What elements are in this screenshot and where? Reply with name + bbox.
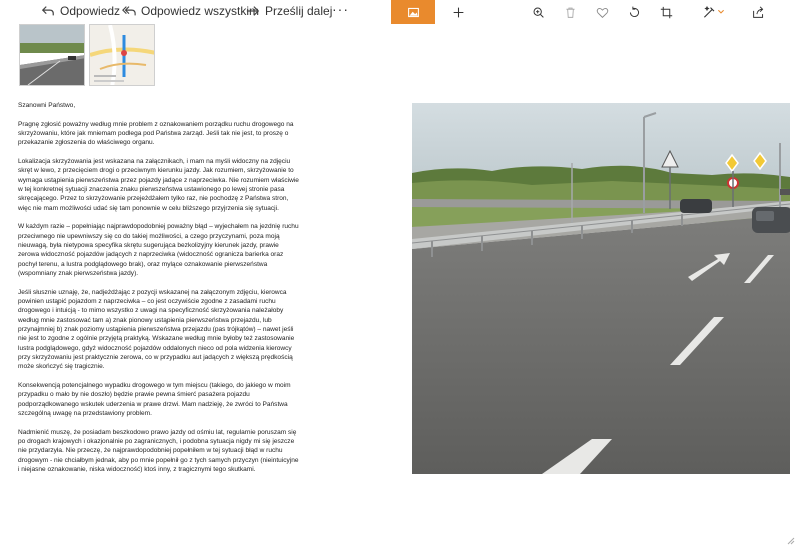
delete-icon — [564, 6, 577, 19]
street-view-photo — [412, 103, 790, 474]
rotate-icon — [628, 6, 641, 19]
share-button[interactable] — [749, 3, 767, 21]
edit-enhance-icon — [702, 5, 726, 19]
add-icon — [452, 6, 465, 19]
reply-icon — [41, 4, 55, 18]
email-paragraph: Nadmienić muszę, że posiadam beszkodowo prawo jazdy od ośmiu lat, regularnie poruszam się po drogach krajowych i okazjonalnie po zagranicznych, i podobna sytuacja nigdy mi się jeszcze nie przydarzyła. Nie przeczę, że najprawdopodobniej popełniłem w tej sytuacji błąd w ruchu drogowym - nie chciałbym jednak, aby po mnie popełnił go z tych samych przyczyn (nieintuicyjne i niejasne oznakowanie, niska widoczność) ktoś inny, z tragicznymi tego skutkami. — [18, 428, 299, 474]
zoom-icon — [532, 6, 545, 19]
reply-all-label: Odpowiedz wszystkim — [141, 4, 260, 18]
delete-button[interactable] — [561, 3, 579, 21]
mail-reading-pane — [0, 0, 391, 549]
photos-app-icon — [407, 6, 420, 19]
add-button[interactable] — [449, 3, 467, 21]
heart-icon — [596, 6, 609, 19]
more-actions-button[interactable]: ··· — [332, 1, 349, 17]
crop-button[interactable] — [657, 3, 675, 21]
email-paragraph: Jeśli słusznie uznaję, że, nadjeżdżając z pozycji wskazanej na załączonym zdjęciu, kierowca powinien ustąpić pojazdom z naprzeciwka – co jest oczywiście zgodne z zasadami ruchu drogowego i intuicją - to mimo wszystko z uwagi na specyficzność skrzyżowania należałoby według mnie zastosować tam a) znak pionowy ustąpienia pierwszeństwa przejazdu, lub przynajmniej b) znak poziomy ustąpienia pierwszeństwa przejazdu (pas trójkątów) – nawet jeśli nie jest to zgodne z ogólnie przyjętą praktyką. Wskazane według mnie byłoby też zastosowanie lustra podglądowego, gdyż widoczność pojazdów oddalonych nieco od pola widzenia kierowcy przy skrzyżowaniu jest praktycznie zerowa, co w przypadku aut jadących z większą prędkością może skończyć się tragicznie. — [18, 288, 295, 371]
road-junction-photo-image — [412, 103, 790, 474]
map-thumbnail-image — [90, 25, 155, 86]
reply-all-button[interactable] — [122, 2, 259, 20]
share-icon — [752, 6, 765, 19]
photo-viewer — [391, 0, 799, 549]
zoom-button[interactable] — [529, 3, 547, 21]
forward-arrow-icon — [246, 4, 260, 18]
email-paragraph: Konsekwencją potencjalnego wypadku drogowego w tym miejscu (takiego, do jakiego w moim przypadku o mało by nie doszło) będzie prawie pewna śmierć pasażera pojazdu podporządkowanego wskutek uderzenia w prawe drzwi. Mam nadzieję, że zwróci to Państwa szczególną uwagę na przedstawiony problem. — [18, 382, 291, 418]
mail-toolbar — [0, 0, 391, 24]
crop-icon — [660, 6, 673, 19]
photos-app-button[interactable] — [391, 0, 435, 24]
viewer-toolbar — [391, 0, 799, 24]
email-greeting: Szanowni Państwo, — [18, 102, 76, 109]
reply-all-icon — [122, 4, 136, 18]
forward-button[interactable] — [246, 2, 332, 20]
reply-label: Odpowiedz — [60, 4, 121, 18]
favorite-button[interactable] — [593, 3, 611, 21]
map-screenshot-thumbnail[interactable] — [89, 24, 155, 86]
email-paragraph: Lokalizacja skrzyżowania jest wskazana na załącznikach, i mam na myśli widoczny na zdjęciu skręt w lewo, z przecięciem drogi o przeciwnym kierunku jazdy. Jak rozumiem, skrzyżowanie to wymaga ustąpienia pierwszeństwa przez pojazdy jadące z naprzeciwka. Nie rozumiem właściwie w tej konkretnej sytuacji znaczenia znaku pierwszeństwa ustawionego po lewej stronie pasa skręcającego. Przez to skrzyżowanie przejeżdżałem tylko raz, nie pochodzę z Państwa stron, więc nie mam możliwości udać się tam ponownie w celu bliższego przyjrzenia się sytuacji. — [18, 157, 299, 212]
reply-button[interactable] — [41, 2, 120, 20]
resize-grip-icon[interactable] — [785, 535, 795, 545]
email-paragraph: Pragnę zgłosić poważny według mnie problem z oznakowaniem porządku ruchu drogowego na skrzyżowaniu, które jak mniemam podlega pod Państwa zarząd. Jeśli tak nie jest, to proszę o przekazanie zgłoszenia do właściwego organu. — [18, 120, 294, 147]
rotate-button[interactable] — [625, 3, 643, 21]
edit-enhance-button[interactable] — [701, 3, 727, 21]
forward-label: Prześlij dalej — [265, 4, 333, 18]
email-paragraph: W każdym razie – popełniając najprawdopodobniej poważny błąd – wyjechałem na jezdnię ruchu przeciwnego nie upewniwszy się co do takiej możliwości, a czego przyczynami, poza moją nieuwagą, była nietypowa specyfika skrętu sugerująca bezkolizyjny kierunek jazdy, prawie zerowa widoczność pojazdów jadących z naprzeciwka (widoczność ogranicza barierka oraz pochył terenu, a lustra podglądowego brak), oraz mylące oznakowanie pierwszeństwa (wspomniany znak pierwszeństwa jazdy). — [18, 223, 299, 278]
street-view-photo-thumbnail[interactable] — [19, 24, 85, 86]
street-view-thumbnail-image — [20, 25, 85, 86]
email-body — [18, 101, 300, 484]
